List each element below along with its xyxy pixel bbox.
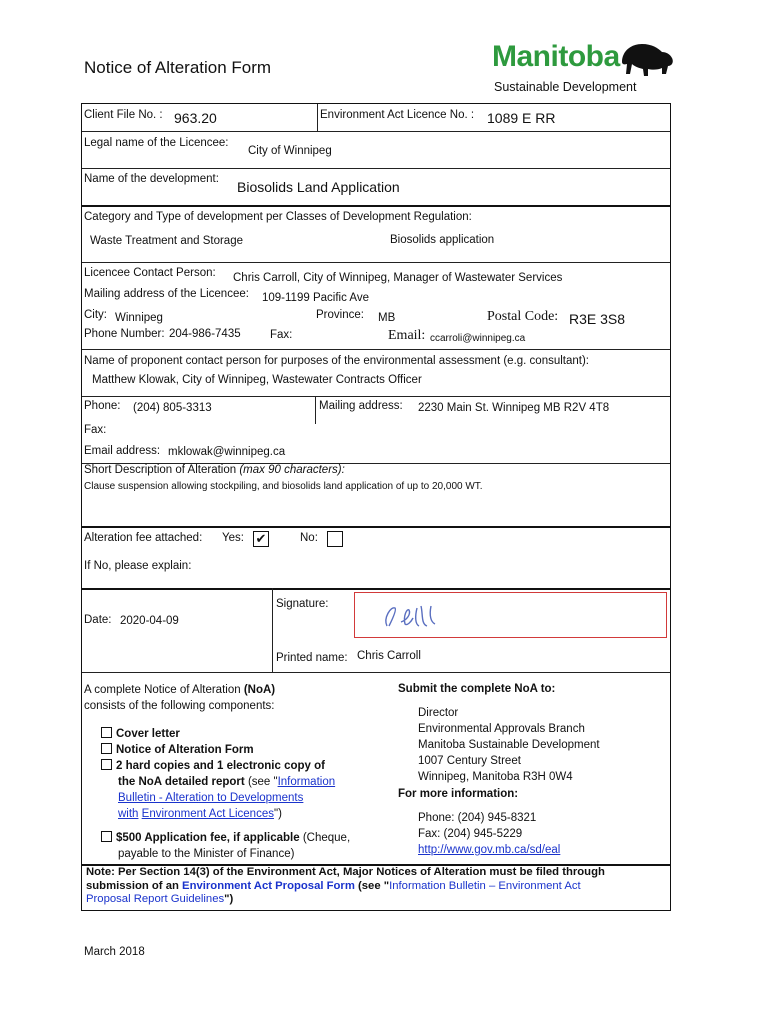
proponent-phone-label: Phone: <box>84 400 121 412</box>
licence-label: Environment Act Licence No. : <box>320 109 475 121</box>
development-value[interactable]: Biosolids Land Application <box>237 179 400 195</box>
explain-label: If No, please explain: <box>84 560 192 572</box>
proponent-mailing-label: Mailing address: <box>319 400 403 412</box>
category-label: Category and Type of development per Classes of Development Regulation: <box>84 211 472 223</box>
checkbox-icon[interactable] <box>101 759 112 770</box>
short-description-value[interactable]: Clause suspension allowing stockpiling, and biosolids land application of up to 20,000 WT. <box>84 481 483 492</box>
manitoba-logo <box>492 40 682 98</box>
signature-label: Signature: <box>276 598 329 610</box>
licence-value[interactable]: 1089 E RR <box>487 110 556 126</box>
checkbox-icon[interactable] <box>101 743 112 754</box>
logo-wordmark: Manitoba <box>492 40 620 73</box>
proponent-phone-value[interactable]: (204) 805-3313 <box>133 402 212 414</box>
contact-person-label: Licencee Contact Person: <box>84 267 216 279</box>
fee-yes-checkbox[interactable]: ✔ <box>253 531 269 547</box>
fee-yes-label: Yes: <box>222 532 244 544</box>
footer-date: March 2018 <box>84 946 145 958</box>
environment-act-proposal-form-link[interactable]: Environment Act Proposal Form <box>182 879 355 892</box>
legal-name-value[interactable]: City of Winnipeg <box>248 145 332 157</box>
postal-label: Postal Code: <box>487 309 559 324</box>
printed-name-value[interactable]: Chris Carroll <box>357 650 421 662</box>
signature-field[interactable] <box>354 592 667 638</box>
email-label: Email: <box>388 328 426 343</box>
fee-no-checkbox[interactable] <box>327 531 343 547</box>
city-value[interactable]: Winnipeg <box>115 312 163 324</box>
checkbox-icon[interactable] <box>101 727 112 738</box>
client-file-value[interactable]: 963.20 <box>174 110 217 126</box>
province-label: Province: <box>316 309 364 321</box>
province-value[interactable]: MB <box>378 312 396 324</box>
date-label: Date: <box>84 614 112 626</box>
short-description-label: Short Description of Alteration (max 90 characters): <box>84 464 345 476</box>
fee-label: Alteration fee attached: <box>84 532 203 544</box>
proponent-label: Name of proponent contact person for purposes of the environmental assessment (e.g. consultant): <box>84 355 590 367</box>
proponent-fax-label: Fax: <box>84 424 107 436</box>
type-value[interactable]: Biosolids application <box>390 234 495 246</box>
proponent-email-label: Email address: <box>84 445 161 457</box>
printed-name-label: Printed name: <box>276 652 348 664</box>
client-file-label: Client File No. : <box>84 109 163 121</box>
postal-value[interactable]: R3E 3S8 <box>569 311 626 327</box>
fee-no-label: No: <box>300 532 318 544</box>
proponent-value[interactable]: Matthew Klowak, City of Winnipeg, Wastewater Contracts Officer <box>92 374 422 386</box>
mailing-value[interactable]: 109-1199 Pacific Ave <box>262 292 369 304</box>
component-item-cover-letter: Cover letter <box>101 726 381 742</box>
with-link[interactable]: with <box>118 808 139 820</box>
phone-label: Phone Number: <box>84 328 165 340</box>
website-link[interactable]: http://www.gov.mb.ca/sd/eal <box>418 844 561 856</box>
category-value[interactable]: Waste Treatment and Storage <box>90 235 243 247</box>
information-bulletin-link[interactable]: Information <box>277 776 336 788</box>
proponent-email-value[interactable]: mklowak@winnipeg.ca <box>168 446 286 458</box>
phone-value[interactable]: 204-986-7435 <box>169 328 241 340</box>
submit-address: Director Environmental Approvals Branch Manitoba Sustainable Development 1007 Century Street Winnipeg, Manitoba R3H 0W4 <box>418 707 600 783</box>
signature-drawing <box>377 596 457 636</box>
date-value[interactable]: 2020-04-09 <box>120 615 179 627</box>
more-info-title: For more information: <box>398 788 519 800</box>
logo-subtitle: Sustainable Development <box>494 80 637 94</box>
email-value[interactable]: ccarroli@winnipeg.ca <box>430 333 526 344</box>
proponent-mailing-value[interactable]: 2230 Main St. Winnipeg MB R2V 4T8 <box>418 402 610 414</box>
mailing-label: Mailing address of the Licencee: <box>84 288 249 300</box>
development-label: Name of the development: <box>84 173 219 185</box>
components-intro: A complete Notice of Alteration (NoA) consists of the following components: <box>84 684 276 712</box>
more-info-contact: Phone: (204) 945-8321 Fax: (204) 945-5229 http://www.gov.mb.ca/sd/eal <box>418 810 658 858</box>
component-item-fee: $500 Application fee, if applicable (Cheque, <box>101 830 381 846</box>
checkbox-icon[interactable] <box>101 831 112 842</box>
submit-title: Submit the complete NoA to: <box>398 683 556 695</box>
bison-icon <box>618 40 676 80</box>
alteration-bulletin-link[interactable]: Bulletin - Alteration to Developments <box>118 792 304 804</box>
city-label: City: <box>84 309 107 321</box>
fax-label: Fax: <box>270 329 293 341</box>
legal-name-label: Legal name of the Licencee: <box>84 137 229 149</box>
environment-act-licences-link[interactable]: Environment Act Licences <box>141 808 274 820</box>
component-item-form: Notice of Alteration Form <box>101 742 381 758</box>
component-item-copies: 2 hard copies and 1 electronic copy of <box>101 758 381 774</box>
components-list: Cover letter Notice of Alteration Form 2 hard copies and 1 electronic copy of the NoA detailed report (see "Information Bulletin - Alteration to Developments with Environment Act Licences") $500 Application fee, if applicable (Cheque, payable to the Minister of Finance) <box>101 726 381 862</box>
form-title: Notice of Alteration Form <box>84 58 272 77</box>
contact-person-value[interactable]: Chris Carroll, City of Winnipeg, Manager of Wastewater Services <box>233 272 563 284</box>
note-section: Note: Per Section 14(3) of the Environment Act, Major Notices of Alteration must be filed through submission of an Environment Act Proposal Form (see "Information Bulletin – Environment Act Proposal Report Guidelines") <box>86 866 605 905</box>
